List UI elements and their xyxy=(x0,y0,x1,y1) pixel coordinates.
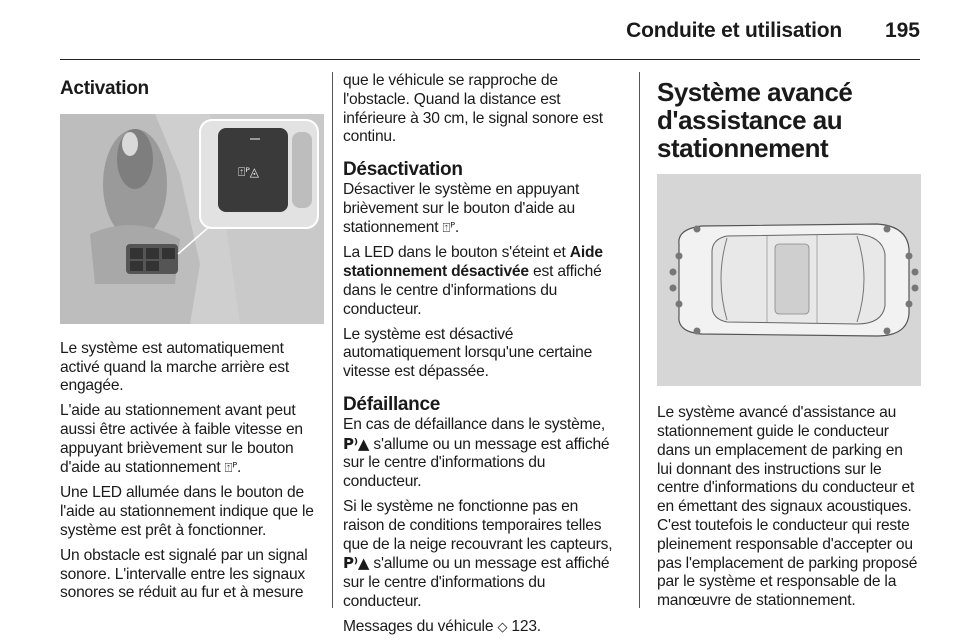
message-parking-disabled: Aide stationnement désactivée xyxy=(343,244,603,281)
paragraph-led-ready: Une LED allumée dans le bouton de l'aide au stationnement indique que le système est prêt à fonctionner. xyxy=(60,484,314,540)
paragraph-temporary-failure xyxy=(343,498,623,612)
page-number: 195 xyxy=(884,19,920,42)
column-right xyxy=(657,72,921,611)
parking-assist-button-icon: ⍐ᴾ xyxy=(442,220,455,236)
paragraph-auto-activation: Le système est automatiquement activé quand la marche arrière est engagée. xyxy=(60,339,289,395)
paragraph-obstacle-signal: Un obstacle est signalé par un signal sonore. L'intervalle entre les signaux sonores se réduit au fur et à mesure xyxy=(60,546,308,602)
failure-text-a: En cas de défaillance dans le système, xyxy=(343,415,605,433)
car-sensor-diagram xyxy=(657,174,921,386)
paragraph-deactivation-text: Désactiver le système en appuyant brièvement sur le bouton d'aide au stationnement xyxy=(343,181,580,236)
section-heading-failure: Défaillance xyxy=(343,394,441,415)
paragraph-signal-continuation: que le véhicule se rapproche de l'obstacle. Quand la distance est inférieure à 30 cm, le signal sonore est continu. xyxy=(343,72,603,146)
parking-assist-button-icon: ⍐ᴾ xyxy=(224,460,237,476)
temp-failure-text-b: s'allume ou un message est affiché sur le centre d'informations du conducteur. xyxy=(343,555,610,611)
failure-text-b: s'allume ou un message est affiché sur le centre d'informations du conducteur. xyxy=(343,435,610,491)
console-photo xyxy=(60,114,324,324)
paragraph-vehicle-messages xyxy=(343,618,623,638)
column-divider xyxy=(639,72,640,608)
section-heading-advanced-parking: Système avancé d'assistance au stationnement xyxy=(657,77,853,164)
paragraph-auto-deactivation: Le système est désactivé automatiquement lorsqu'une certaine vitesse est dépassée. xyxy=(343,325,593,381)
svg-text:⍐ᴾ◬: ⍐ᴾ◬ xyxy=(238,164,259,179)
paragraph-advanced-parking: Le système avancé d'assistance au stationnement guide le conducteur dans un emplacement de parking en lui donnant des instructions sur le centre d'informations du conducteur et en émettant des signaux acoustiques. C'est toutefois le conducteur qui reste pleinement responsable d'accepter ou pas l'emplacement de parking proposé par le système et responsable de la manœuvre de stationnement. xyxy=(657,404,918,610)
car-top-view-illustration xyxy=(657,174,921,386)
paragraph-failure xyxy=(343,416,623,492)
page-reference-number[interactable]: 123. xyxy=(511,617,541,635)
column-middle xyxy=(343,72,623,638)
section-heading-deactivation: Désactivation xyxy=(343,159,463,181)
header-title: Conduite et utilisation xyxy=(626,19,842,42)
led-off-text-a: La LED dans le bouton s'éteint et xyxy=(343,244,566,262)
page-reference-icon: ◇ xyxy=(497,619,508,635)
console-illustration xyxy=(60,114,324,324)
page-header xyxy=(60,0,920,60)
paragraph-front-activation-text: L'aide au stationnement avant peut aussi être activée à faible vitesse en appuyant brièvement sur le bouton d'aide au stationnement xyxy=(60,402,303,476)
temp-failure-text-a: Si le système ne fonctionne pas en raison de conditions temporaires telles que de la neige recouvrant les capteurs, xyxy=(343,498,613,553)
column-left xyxy=(60,72,324,603)
paragraph-led-off xyxy=(343,244,623,319)
section-heading-activation: Activation xyxy=(60,78,149,99)
column-divider xyxy=(332,72,333,608)
paragraph-front-activation: L'aide au stationnement avant peut aussi être activée à faible vitesse en appuyant brièvement sur le bouton d'aide au stationnement ⍐ᴾ. xyxy=(60,402,303,476)
paragraph-deactivation: Désactiver le système en appuyant brièvement sur le bouton d'aide au stationnement ⍐ᴾ. xyxy=(343,181,580,236)
led-off-text-c: est affiché dans le centre d'informations du conducteur. xyxy=(343,263,602,318)
vehicle-messages-link[interactable]: Messages du véhicule xyxy=(343,617,494,635)
parking-warning-icon: P⁾▲ xyxy=(343,554,370,573)
parking-warning-icon: P⁾▲ xyxy=(343,434,370,453)
